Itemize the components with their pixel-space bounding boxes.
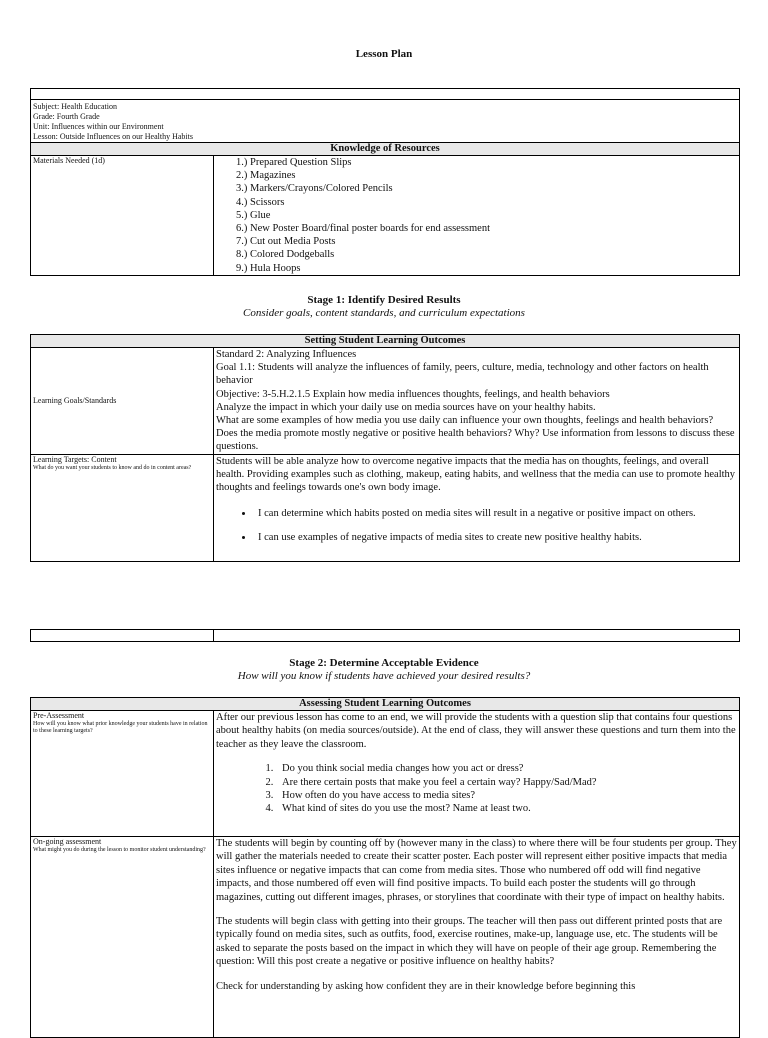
pre-sublabel: How will you know what prior knowledge your students have in relation to these learning targets? <box>33 721 208 734</box>
ongoing-label: On-going assessment <box>33 837 102 846</box>
page-title: Lesson Plan <box>355 48 413 60</box>
empty-cell <box>214 630 740 642</box>
targets-label-cell <box>31 454 214 561</box>
targets-content <box>214 454 740 561</box>
ongoing-paragraph: Check for understanding by asking how confident they are in their knowledge before beginning this <box>216 980 636 992</box>
resources-table <box>30 88 740 276</box>
target-bullet: • I can use examples of negative impacts of media sites to create new positive healthy habits. <box>254 531 737 544</box>
goals-line: Standard 2: Analyzing Influences <box>216 349 357 360</box>
material-item: 3.) Markers/Crayons/Colored Pencils <box>236 183 393 195</box>
material-item: 5.) Glue <box>236 209 271 221</box>
stage1-subtitle: Consider goals, content standards, and curriculum expectations <box>243 307 525 319</box>
ongoing-sublabel: What might you do during the lesson to monitor student understanding? <box>33 847 206 853</box>
assessment-header: Assessing Student Learning Outcomes <box>31 698 740 711</box>
material-item: 2.) Magazines <box>236 170 296 182</box>
goals-content <box>214 348 740 455</box>
grade-text: Grade: Fourth Grade <box>33 112 100 121</box>
material-item: 6.) New Poster Board/final poster boards for end assessment <box>236 223 490 235</box>
goals-line: Goal 1.1: Students will analyze the influences of family, peers, culture, media, technology and other factors on health behavior <box>216 362 709 387</box>
goals-label: Learning Goals/Standards <box>31 348 214 455</box>
resources-header: Knowledge of Resources <box>31 143 740 156</box>
goals-line: Analyze the impact in which your daily use on media sources have on your healthy habits. <box>216 401 596 413</box>
outcomes-table <box>30 334 740 562</box>
targets-sublabel: What do you want your students to know and do in content areas? <box>33 464 192 471</box>
stage1-title: Stage 1: Identify Desired Results <box>307 294 461 306</box>
stage2-title: Stage 2: Determine Acceptable Evidence <box>289 657 479 669</box>
material-item: 9.) Hula Hoops <box>236 262 301 274</box>
goals-line: Objective: 3-5.H.2.1.5 Explain how media influences thoughts, feelings, and health behaviors <box>216 388 610 400</box>
pre-label: Pre-Assessment <box>33 711 85 720</box>
pre-question: 2. Are there certain posts that make you feel a certain way? Happy/Sad/Mad? <box>276 776 737 789</box>
pre-content <box>214 711 740 837</box>
subject-text: Subject: Health Education <box>33 102 117 111</box>
lesson-info <box>31 100 740 143</box>
ongoing-paragraph: The students will begin class with getting into their groups. The teacher will then pass out different printed posts that are typically found on media sites, such as outfits, food, exercise routines, make-up, language use, etc. The students will be asked to separate the posts based on the impact in which they will have on people of their age group. Remembering the question: Will this post create a negative or positive influence on healthy habits? <box>216 916 723 968</box>
assessment-table <box>30 697 740 1038</box>
targets-text: Students will be able analyze how to overcome negative impacts that the media has on thoughts, feelings, and overall health. Providing examples such as clothing, makeup, eating habits, and wellness that the media can use to promote healthy thoughts and feelings towards one's own body image. <box>216 455 736 494</box>
materials-list <box>214 156 740 276</box>
pre-question: 1. Do you think social media changes how you act or dress? <box>276 762 737 775</box>
goals-line: What are some examples of how media you use daily can influence your own thoughts, feelings and health behaviors? Does the media promote mostly negative or positive health behaviors? Why? Use information from lessons to discuss these questions. <box>216 415 735 453</box>
material-item: 4.) Scissors <box>236 196 285 208</box>
unit-text: Unit: Influences within our Environment <box>33 122 164 131</box>
ongoing-paragraph: The students will begin by counting off by (however many in the class) to where there will be four students per group. They will gather the materials needed to create their scatter poster. Each poster will represent either positive impacts that media sites influence or negative impacts that can come from media sites. Those who numbered off odd will find negative impacts, and those numbered off even will find positive impacts. To build each poster the students will go through magazines, cutting out different images, phrases, or storylines that coordinate with their type of impact on healthy habits. <box>216 838 737 903</box>
target-bullet: • I can determine which habits posted on media sites will result in a negative or positive impact on others. <box>254 507 737 520</box>
outcomes-header: Setting Student Learning Outcomes <box>31 335 740 348</box>
material-item: 8.) Colored Dodgeballs <box>236 249 335 261</box>
targets-label: Learning Targets: Content <box>33 454 117 464</box>
stage2-subtitle: How will you know if students have achieved your desired results? <box>237 670 531 682</box>
ongoing-content <box>214 837 740 1038</box>
empty-table <box>30 629 740 642</box>
ongoing-label-cell <box>31 837 214 1038</box>
pre-text: After our previous lesson has come to an end, we will provide the students with a question slip that contains four questions about healthy habits (on media sources/outside). At the end of class, they will answer these questions and turn them into the teacher as they leave the classroom. <box>216 712 736 750</box>
pre-question: 3. How often do you have access to media sites? <box>276 789 737 802</box>
pre-label-cell <box>31 711 214 837</box>
lesson-text: Lesson: Outside Influences on our Healthy Habits <box>33 132 193 141</box>
material-item: 1.) Prepared Question Slips <box>236 157 352 168</box>
materials-label: Materials Needed (1d) <box>31 156 214 276</box>
spacer-row <box>31 89 740 100</box>
material-item: 7.) Cut out Media Posts <box>236 236 336 248</box>
pre-question: 4. What kind of sites do you use the most? Name at least two. <box>276 802 737 815</box>
empty-cell <box>31 630 214 642</box>
